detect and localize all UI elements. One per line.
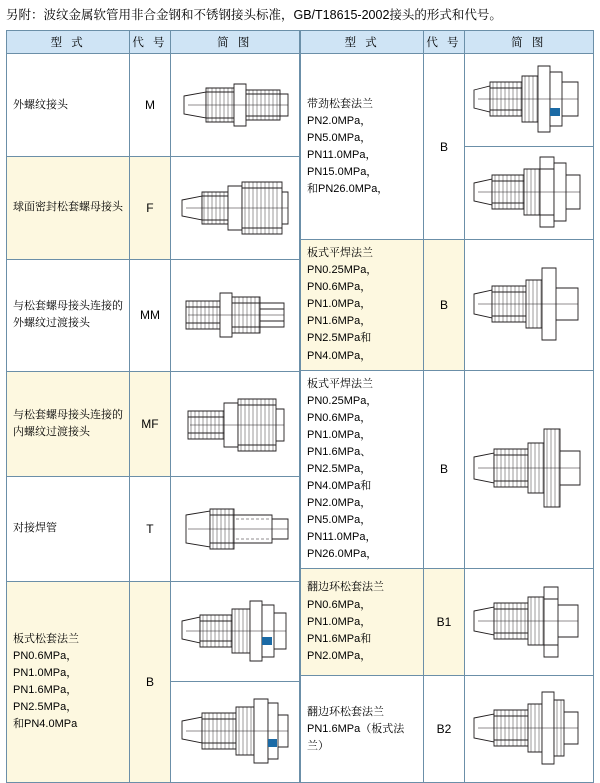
header-code: 代 号 — [130, 31, 170, 54]
row-code: MM — [130, 259, 170, 371]
male-transition-connector-figure — [171, 275, 298, 355]
table-row — [7, 476, 300, 581]
row-figure — [464, 54, 593, 147]
row-figure — [464, 370, 593, 569]
row-figure — [464, 147, 593, 240]
page-title: 另附：波纹金属软管用非合金钢和不锈钢接头标准，GB/T18615-2002接头的形式和代号。 — [6, 8, 502, 22]
row-code: B2 — [424, 676, 464, 783]
male-thread-connector-figure — [171, 70, 298, 140]
row-code: M — [130, 54, 170, 157]
ribbed-lap-joint-flange-figure-2 — [465, 151, 592, 235]
right-table — [300, 30, 594, 783]
row-type: 球面密封松套螺母接头 — [7, 157, 130, 260]
row-code: B — [424, 240, 464, 370]
stub-end-lap-flange-figure — [465, 579, 592, 665]
header-type: 型 式 — [7, 31, 130, 54]
row-figure — [464, 240, 593, 370]
row-code: MF — [130, 371, 170, 476]
table-row — [7, 157, 300, 260]
table-row — [7, 371, 300, 476]
plate-slip-on-flange-figure-2 — [465, 419, 592, 519]
row-code: B — [424, 370, 464, 569]
row-type: 板式松套法兰 PN0.6MPa，PN1.0MPa， PN1.6MPa，PN2.5MPa， 和PN4.0MPa — [7, 581, 130, 782]
left-table — [6, 30, 300, 783]
right-table-header-row — [301, 31, 594, 54]
table-row — [301, 54, 594, 147]
row-figure — [170, 682, 299, 783]
table-row — [301, 569, 594, 676]
stub-end-lap-flange-plate-figure — [465, 686, 592, 772]
table-row — [301, 240, 594, 370]
header-figure: 简 图 — [464, 31, 593, 54]
table-row — [7, 54, 300, 157]
table-row — [7, 259, 300, 371]
row-type: 对接焊管 — [7, 476, 130, 581]
row-type: 板式平焊法兰 PN0.25MPa，PN0.6MPa， PN1.0MPa，PN1.6MPa、 PN2.5MPa，PN4.0MPa和 PN2.0MPa，PN5.0MPa， PN11.0MPa，PN26.0MPa， — [301, 370, 424, 569]
header-figure: 简 图 — [170, 31, 299, 54]
row-figure — [170, 259, 299, 371]
table-row — [301, 370, 594, 569]
female-transition-connector-figure — [171, 387, 298, 461]
row-figure — [170, 371, 299, 476]
row-figure — [464, 569, 593, 676]
table-row — [301, 676, 594, 783]
row-code: F — [130, 157, 170, 260]
plate-slip-on-flange-figure — [465, 262, 592, 348]
row-type: 翻边环松套法兰 PN1.6MPa（板式法兰） — [301, 676, 424, 783]
row-type: 外螺纹接头 — [7, 54, 130, 157]
row-code: T — [130, 476, 170, 581]
tables-container — [6, 30, 594, 783]
row-type: 带劲松套法兰 PN2.0MPa，PN5.0MPa， PN11.0MPa，PN15.0MPa， 和PN26.0MPa， — [301, 54, 424, 240]
row-type: 翻边环松套法兰 PN0.6MPa，PN1.0MPa， PN1.6MPa和PN2.0MPa， — [301, 569, 424, 676]
plate-lap-joint-flange-figure-2 — [171, 691, 298, 773]
row-type: 与松套螺母接头连接的内螺纹过渡接头 — [7, 371, 130, 476]
row-figure — [170, 54, 299, 157]
table-row — [7, 581, 300, 682]
row-type: 板式平焊法兰 PN0.25MPa，PN0.6MPa， PN1.0MPa，PN1.6MPa， PN2.5MPa和PN4.0MPa， — [301, 240, 424, 370]
plate-lap-joint-flange-figure — [171, 591, 298, 673]
left-table-header-row — [7, 31, 300, 54]
row-figure — [170, 581, 299, 682]
row-figure — [464, 676, 593, 783]
ribbed-lap-joint-flange-figure — [465, 58, 592, 142]
butt-weld-pipe-figure — [171, 493, 298, 565]
header-code: 代 号 — [424, 31, 464, 54]
row-figure — [170, 476, 299, 581]
header-type: 型 式 — [301, 31, 424, 54]
row-code: B — [424, 54, 464, 240]
spherical-seal-union-nut-figure — [171, 172, 298, 244]
row-code: B — [130, 581, 170, 782]
row-code: B1 — [424, 569, 464, 676]
row-figure — [170, 157, 299, 260]
row-type: 与松套螺母接头连接的外螺纹过渡接头 — [7, 259, 130, 371]
